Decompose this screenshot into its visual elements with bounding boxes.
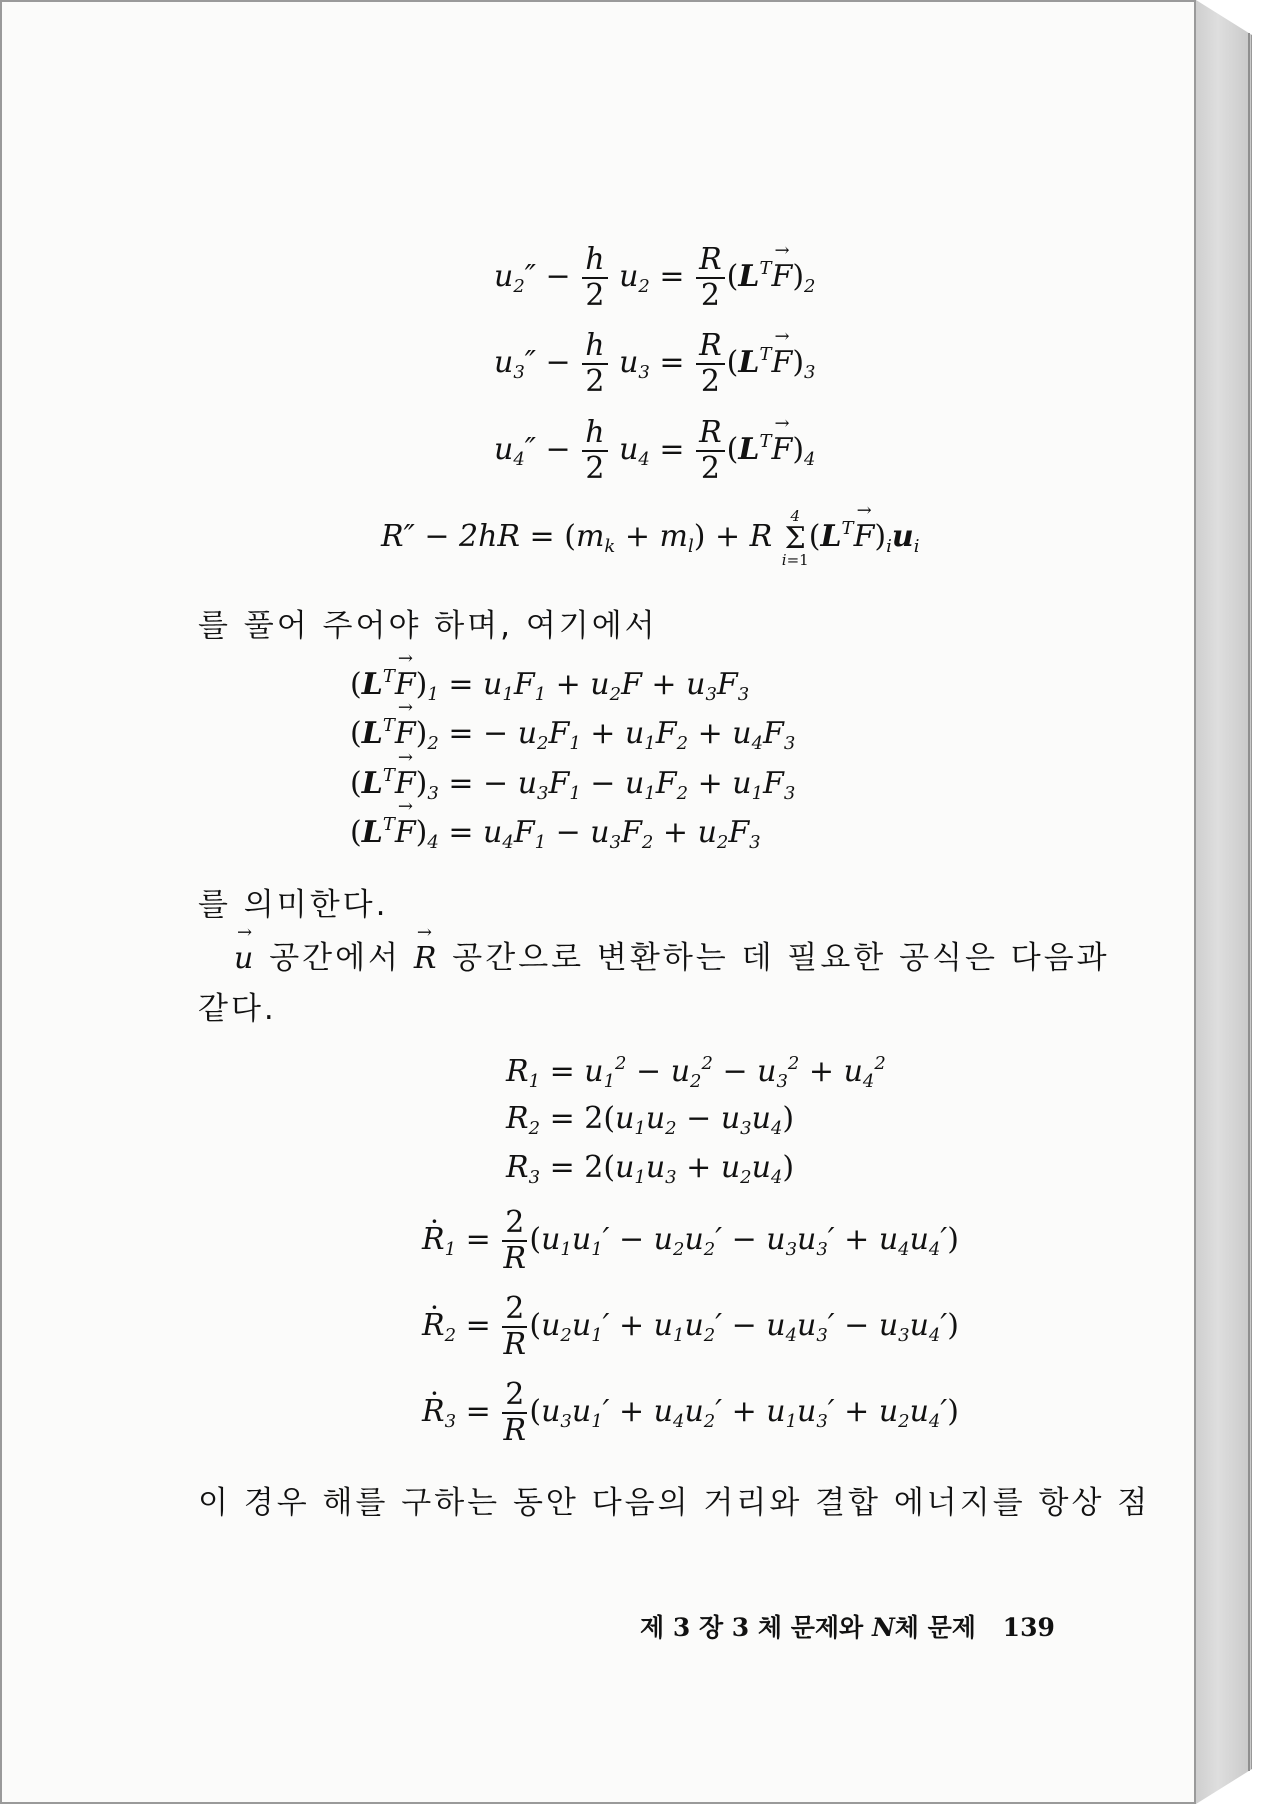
equation-LF2: $(L^T\to F)_2$ = − $u_2F_1 + u_1F_2 + u_4F_3$ bbox=[350, 717, 795, 753]
equation-LF4: $(L^T\to F)_4 = u_4F_1 - u_3F_2 + u_2F_3$ bbox=[350, 816, 761, 852]
book-spine-edge bbox=[1248, 33, 1250, 1771]
equation-R2-dot: · $R_2$ = $\frac{2}{R}$ $(u_2u_1' + u_1u_2' - u_4u_3' - u_3u_4')$ bbox=[422, 1294, 959, 1360]
book-spine bbox=[1196, 0, 1252, 1804]
footer-chapter-rest: 체 문제 bbox=[894, 1613, 976, 1642]
footer-chapter-n: N bbox=[871, 1613, 895, 1642]
body-text-line-1: 를 풀어 주어야 하며, 여기에서 bbox=[198, 608, 658, 644]
body-text-line-3: → u 공간에서 → R 공간으로 변환하는 데 필요한 공식은 다음과 bbox=[234, 932, 1110, 977]
equation-R3: $R_3 = 2(u_1u_3 + u_2u_4)$ bbox=[506, 1150, 795, 1188]
body-text-line-2: 를 의미한다. bbox=[198, 887, 389, 923]
equation-LF3: $(L^T\to F)_3$ = − $u_3F_1 - u_1F_2 + u_1F_3$ bbox=[350, 767, 795, 803]
equation-R3-dot: · $R_3$ = $\frac{2}{R}$ $(u_3u_1' + u_4u_2' + u_1u_3' + u_2u_4')$ bbox=[422, 1380, 959, 1446]
equation-R1: $R_1 = u_1^2 - u_2^2 - u_3^2 + u_4^2$ bbox=[506, 1053, 886, 1092]
equation-u3: $u_3''$ − $\frac{h}{2}$ $u_3$ = $\frac{R}{2}$ $(L^T\to F)_3$ bbox=[494, 331, 815, 397]
footer-chapter: 제 3 장 3 체 문제와 bbox=[640, 1613, 864, 1642]
body-text-line-4: 같다. bbox=[198, 991, 277, 1027]
body-text-line-5: 이 경우 해를 구하는 동안 다음의 거리와 결합 에너지를 항상 점 bbox=[198, 1485, 1151, 1521]
equation-R1-dot: · $R_1$ = $\frac{2}{R}$ $(u_1u_1' - u_2u_2' - u_3u_3' + u_4u_4')$ bbox=[422, 1208, 959, 1274]
equation-R: $R'' - 2hR = (m_k + m_l) + R$ 4 Σ i=1 $(L^T\to F)_iu_i$ bbox=[381, 508, 919, 568]
equation-u4: $u_4''$ − $\frac{h}{2}$ $u_4$ = $\frac{R}{2}$ $(L^T\to F)_4$ bbox=[494, 418, 815, 484]
equation-R2: $R_2 = 2(u_1u_2 - u_3u_4)$ bbox=[506, 1101, 795, 1139]
vector-R: → R bbox=[414, 941, 440, 976]
equation-LF1: $(L^T\to F)_1 = u_1F_1 + u_2F + u_3F_3$ bbox=[350, 668, 749, 704]
page-footer bbox=[640, 1608, 1055, 1644]
vector-u: → u bbox=[234, 941, 256, 976]
page-number: 139 bbox=[1002, 1613, 1055, 1642]
equation-u2: $u_2''$ − $\frac{h}{2}$ $u_2$ = $\frac{R}{2}$ $(L^T\to F)_2$ bbox=[494, 245, 815, 311]
